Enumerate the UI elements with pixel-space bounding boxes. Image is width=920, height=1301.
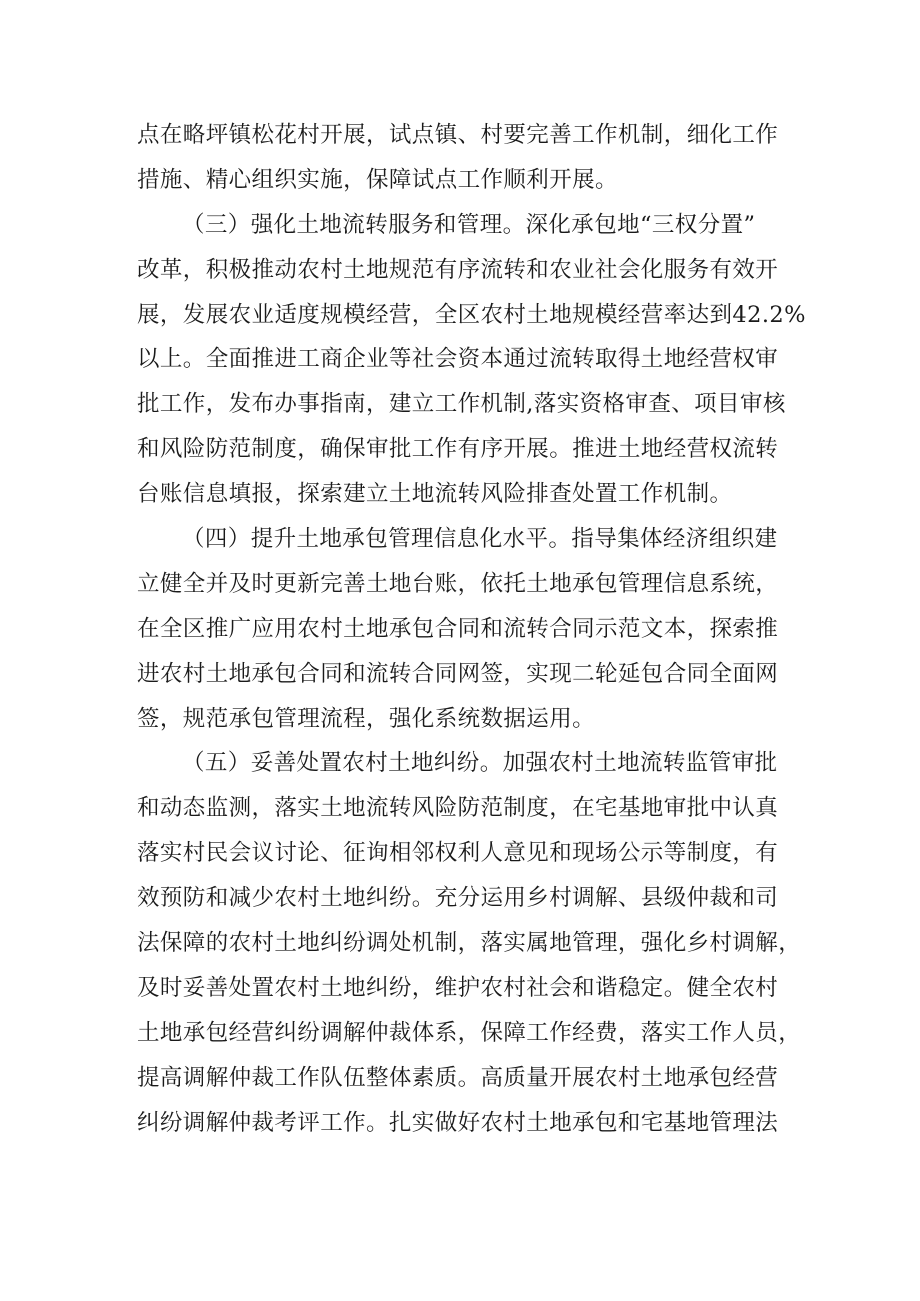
text-line: 提高调解仲裁工作队伍整体素质。高质量开展农村土地承包经营 (137, 1064, 779, 1091)
text-line: 以上。全面推进工商企业等社会资本通过流转取得土地经营权审 (137, 346, 779, 373)
section-heading-line: （五）妥善处置农村土地纠纷。加强农村土地流转监管审批 (182, 750, 778, 777)
text-line: 和动态监测，落实土地流转风险防范制度，在宅基地审批中认真 (137, 795, 779, 822)
text-line: 批工作，发布办事指南，建立工作机制,落实资格审查、项目审核 (137, 391, 786, 418)
text-line: 及时妥善处置农村土地纠纷，维护农村社会和谐稳定。健全农村 (137, 974, 779, 1001)
text-line: 在全区推广应用农村土地承包合同和流转合同示范文本，探索推 (137, 615, 779, 642)
text-line: 点在略坪镇松花村开展，试点镇、村要完善工作机制，细化工作 (137, 122, 779, 148)
text-line: 落实村民会议讨论、征询相邻权利人意见和现场公示等制度，有 (137, 840, 779, 867)
text-line: 展，发展农业适度规模经营，全区农村土地规模经营率达到42.2% (137, 301, 806, 328)
text-line: 和风险防范制度，确保审批工作有序开展。推进土地经营权流转 (137, 436, 779, 463)
text-line: 进农村土地承包合同和流转合同网签，实现二轮延包合同全面网 (137, 660, 779, 687)
text-line: 纠纷调解仲裁考评工作。扎实做好农村土地承包和宅基地管理法 (137, 1109, 779, 1136)
document-body (137, 113, 806, 1145)
section-heading-line: （四）提升土地承包管理信息化水平。指导集体经济组织建 (182, 526, 778, 553)
section-heading-line: （三）强化土地流转服务和管理。深化承包地“三权分置” (182, 211, 756, 238)
text-line: 措施、精心组织实施，保障试点工作顺利开展。 (137, 166, 618, 193)
text-line: 效预防和减少农村土地纠纷。充分运用乡村调解、县级仲裁和司 (137, 885, 779, 912)
text-line: 土地承包经营纠纷调解仲裁体系，保障工作经费，落实工作人员， (137, 1019, 802, 1046)
text-line: 签，规范承包管理流程，强化系统数据运用。 (137, 705, 596, 732)
text-line: 法保障的农村土地纠纷调处机制，落实属地管理，强化乡村调解， (137, 930, 802, 957)
text-line: 立健全并及时更新完善土地台账，依托土地承包管理信息系统， (137, 570, 779, 597)
text-line: 台账信息填报，探索建立土地流转风险排查处置工作机制。 (137, 481, 733, 508)
text-line: 改革，积极推动农村土地规范有序流转和农业社会化服务有效开 (137, 256, 779, 283)
